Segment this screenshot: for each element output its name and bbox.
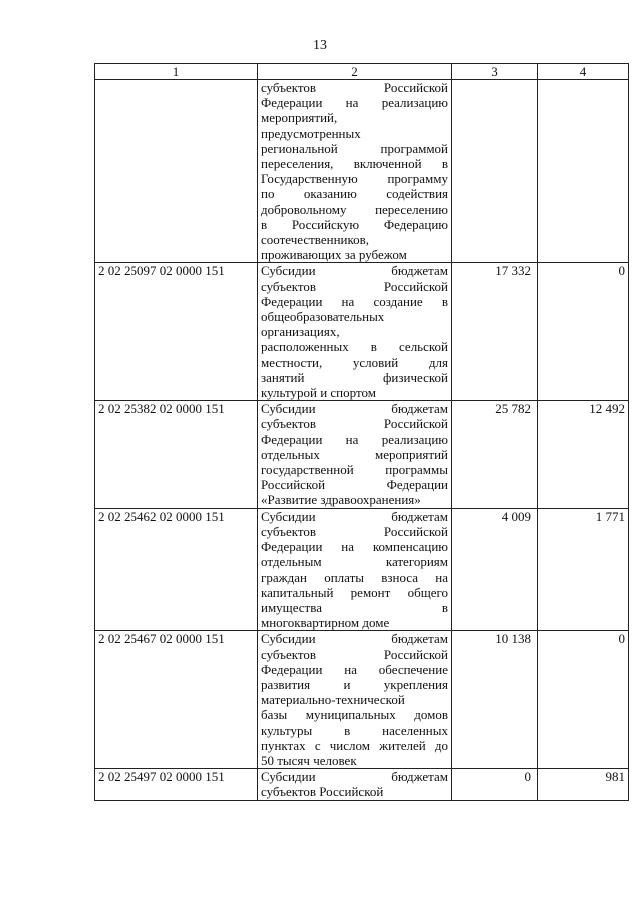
column-header-value-4: 4 xyxy=(538,64,629,80)
row-value-4 xyxy=(538,80,629,263)
row-value-3: 25 782 xyxy=(452,401,538,508)
description-line: «Развитие здравоохранения» xyxy=(261,492,421,508)
row-value-3: 0 xyxy=(452,769,538,800)
table-body xyxy=(95,80,629,801)
column-header-code: 1 xyxy=(95,64,258,80)
description-line: расположенных в сельской xyxy=(261,339,448,355)
row-code xyxy=(95,80,258,263)
row-description xyxy=(258,631,452,769)
description-line: отдельных мероприятий xyxy=(261,446,448,462)
row-description xyxy=(258,401,452,508)
description-line: капитальный ремонт общего xyxy=(261,584,448,600)
description-line: занятий физической xyxy=(261,369,448,385)
description-line: базы муниципальных домов xyxy=(261,707,448,723)
description-line: субъектов Российской xyxy=(261,416,448,432)
row-description xyxy=(258,80,452,263)
description-line: субъектов Российской xyxy=(261,784,384,800)
description-line: культуры в населенных xyxy=(261,722,448,738)
description-line: в Российскую Федерацию xyxy=(261,216,448,232)
description-line: пунктах с числом жителей до xyxy=(261,737,448,753)
row-code: 2 02 25497 02 0000 151 xyxy=(95,769,258,800)
row-value-3 xyxy=(452,80,538,263)
budget-table xyxy=(94,63,629,801)
description-line: имущества в xyxy=(261,599,448,615)
row-value-4: 0 xyxy=(538,631,629,769)
description-line: отдельным категориям xyxy=(261,554,448,570)
description-line: Государственную программу xyxy=(261,171,448,187)
description-line: субъектов Российской xyxy=(261,80,448,95)
description-line: региональной программой xyxy=(261,140,448,156)
row-value-3: 17 332 xyxy=(452,263,538,401)
table-row xyxy=(95,631,629,769)
description-line: общеобразовательных xyxy=(261,309,385,325)
description-line: добровольному переселению xyxy=(261,201,448,217)
description-line: Федерации на реализацию xyxy=(261,95,448,111)
table-header-row xyxy=(95,64,629,80)
description-line: Субсидии бюджетам xyxy=(261,631,448,647)
description-line: Федерации на обеспечение xyxy=(261,661,448,677)
row-description xyxy=(258,769,452,800)
description-line: многоквартирном доме xyxy=(261,615,390,631)
description-line: 50 тысяч человек xyxy=(261,752,357,768)
row-value-4: 0 xyxy=(538,263,629,401)
table-row xyxy=(95,80,629,263)
row-value-4: 981 xyxy=(538,769,629,800)
description-line: предусмотренных xyxy=(261,125,361,141)
row-code: 2 02 25467 02 0000 151 xyxy=(95,631,258,769)
description-line: граждан оплаты взноса на xyxy=(261,569,448,585)
row-code: 2 02 25462 02 0000 151 xyxy=(95,508,258,631)
row-description xyxy=(258,263,452,401)
table-row xyxy=(95,401,629,508)
table-row xyxy=(95,508,629,631)
description-line: субъектов Российской xyxy=(261,278,448,294)
description-line: проживающих за рубежом xyxy=(261,247,407,263)
description-line: Федерации на реализацию xyxy=(261,431,448,447)
description-line: Российской Федерации xyxy=(261,477,448,493)
description-line: материально-технической xyxy=(261,692,405,708)
description-line: Субсидии бюджетам xyxy=(261,769,448,785)
table-row xyxy=(95,769,629,800)
description-line: организациях, xyxy=(261,324,340,340)
row-code: 2 02 25382 02 0000 151 xyxy=(95,401,258,508)
description-line: субъектов Российской xyxy=(261,646,448,662)
description-line: Федерации на компенсацию xyxy=(261,539,448,555)
row-code: 2 02 25097 02 0000 151 xyxy=(95,263,258,401)
row-value-3: 10 138 xyxy=(452,631,538,769)
description-line: соотечественников, xyxy=(261,232,370,248)
description-line: мероприятий, xyxy=(261,110,338,126)
description-line: Субсидии бюджетам xyxy=(261,263,448,279)
row-value-3: 4 009 xyxy=(452,508,538,631)
row-value-4: 1 771 xyxy=(538,508,629,631)
table-row xyxy=(95,263,629,401)
row-description xyxy=(258,508,452,631)
description-line: развития и укрепления xyxy=(261,676,448,692)
description-line: Субсидии бюджетам xyxy=(261,401,448,417)
page-number: 13 xyxy=(313,38,327,53)
description-line: Федерации на создание в xyxy=(261,293,448,309)
description-line: переселения, включенной в xyxy=(261,156,448,172)
description-line: субъектов Российской xyxy=(261,523,448,539)
description-line: государственной программы xyxy=(261,462,448,478)
description-line: Субсидии бюджетам xyxy=(261,508,448,524)
description-line: местности, условий для xyxy=(261,354,448,370)
description-line: культурой и спортом xyxy=(261,385,376,401)
description-line: по оказанию содействия xyxy=(261,186,448,202)
column-header-value-3: 3 xyxy=(452,64,538,80)
row-value-4: 12 492 xyxy=(538,401,629,508)
column-header-description: 2 xyxy=(258,64,452,80)
